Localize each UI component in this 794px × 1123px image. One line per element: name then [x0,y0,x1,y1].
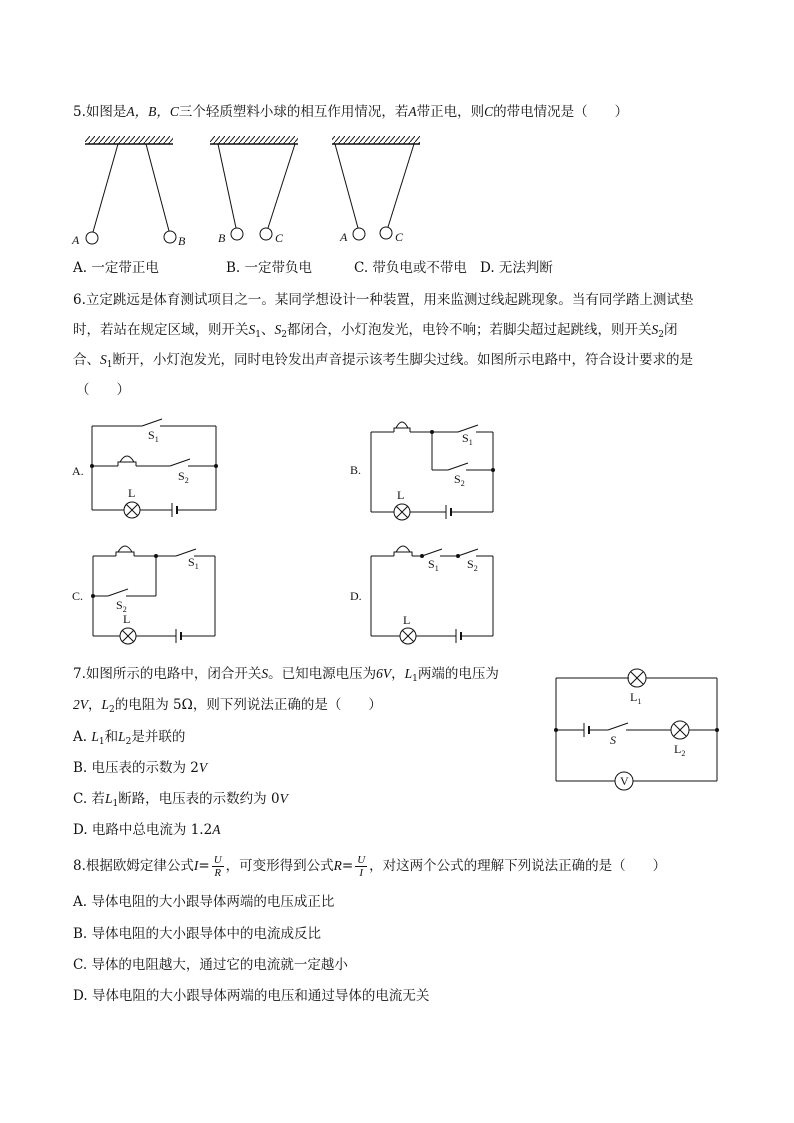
circuit-option-c[interactable] [72,540,232,650]
circuit-option-d[interactable] [350,538,510,650]
q5-ball-a: A [408,104,417,119]
q7-option-c[interactable] [73,789,288,809]
pendulum-group-1 [71,136,186,248]
q5-ball-c: C [484,104,494,119]
lamp-l1: L [91,729,99,744]
fraction-u-over-i [355,854,367,879]
option-label: A. [72,464,84,478]
q5-figure-pendulums [60,130,440,255]
q6-text: 闭 [663,322,678,338]
q7-text: 的电阻为 5Ω，则下列说法正确的是（ ） [114,697,382,713]
q5-ball-names: A，B，C [126,104,179,119]
switch-s1: S [100,352,107,367]
label-c: C [275,231,284,245]
q6-stem-line4: （ ） [76,382,130,398]
symbol-i: I [193,858,199,873]
q5-option-d[interactable]: D. 无法判断 [480,260,553,276]
q8-option-c[interactable]: C. 导体的电阻越大，通过它的电流就一定越小 [73,957,348,973]
sub-2: 2 [281,330,287,340]
q8-text: 8.根据欧姆定律公式 [73,858,194,874]
q7-text: 和 [104,729,119,745]
label-l2: $L_2$ [674,742,686,758]
source-voltage: 6V [376,666,392,681]
label-s1: $S_1$ [428,557,439,573]
unit-v: V [198,760,208,775]
equals: = [198,858,210,874]
label-s1: $S_1$ [188,555,199,571]
sub-1: 1 [412,674,418,684]
q7-stem-line1 [73,664,499,684]
q7-text: 两端的电压为 [417,666,499,682]
l1-voltage: 2V [73,697,88,712]
pendulum-group-2 [210,136,298,245]
switch-s: S [261,666,269,681]
denominator: R [214,867,222,879]
q5-option-c[interactable]: C. 带负电或不带电 [354,260,467,276]
label-s2: $S_2$ [467,557,478,573]
q7-option-b[interactable] [73,758,207,778]
q7-text: ， [391,666,405,682]
q6-text: 时，若站在规定区域，则开关 [73,322,249,338]
q5-stem-part: 带正电，则 [416,104,485,120]
q6-stem-line1: 6.立定跳远是体育测试项目之一。某同学想设计一种装置，用来监测过线起跳现象。当有同学踏上测试垫 [73,292,694,308]
numerator: U [213,854,222,866]
label-b: B [218,231,226,245]
q7-text: 7.如图所示的电路中，闭合开关 [73,666,262,682]
unit-a: A [212,822,221,837]
sub-2: 2 [109,705,115,715]
denominator: I [359,867,364,879]
label-a: A [340,230,348,244]
q8-option-b[interactable]: B. 导体电阻的大小跟导体中的电流成反比 [73,926,322,942]
q7-circuit-figure [548,665,728,797]
q5-stem [73,102,628,122]
label-b: B [178,234,186,248]
symbol-r: R [333,858,342,873]
label-s2: $S_2$ [178,469,189,485]
q8-text: ，可变形得到公式 [225,858,334,874]
q7-option-d[interactable] [73,820,220,840]
label-l: L [403,613,411,627]
q8-stem [73,853,666,879]
q7-text: 。已知电源电压为 [268,666,377,682]
lamp-l1: L [404,666,413,681]
q5-option-b[interactable]: B. 一定带负电 [226,260,313,276]
q5-stem-part: 三个轻质塑料小球的相互作用情况，若 [178,104,409,120]
switch-s1: S [248,322,256,337]
option-label: B. [350,463,362,477]
q6-text: 都闭合，小灯泡发光，电铃不响；若脚尖超过起跳线，则开关 [286,322,652,338]
q7-text: C. 若 [73,791,105,807]
label-l1: $L_1$ [630,690,642,706]
circuit-option-b[interactable] [350,412,510,527]
q7-option-a[interactable] [73,727,185,747]
label-l: L [123,612,131,626]
sub-1: 1 [106,360,113,370]
lamp-l2: L [118,729,126,744]
switch-s2: S [274,322,282,337]
separator: 、 [260,322,275,338]
q5-option-a[interactable]: A. 一定带正电 [73,260,159,276]
option-label: D. [350,589,362,603]
q7-text: 断路，电压表的示数约为 0 [118,791,280,807]
switch-s2: S [651,322,659,337]
label-s1: $S_1$ [148,428,159,444]
sub-1: 1 [112,799,119,809]
option-label: C. [72,589,84,603]
label-s2: $S_2$ [454,472,465,488]
q6-text: 断开，小灯泡发光，同时电铃发出声音提示该考生脚尖过线。如图所示电路中，符合设计要求的是 [112,352,693,368]
q8-option-a[interactable]: A. 导体电阻的大小跟导体两端的电压成正比 [73,894,335,910]
label-s2: $S_2$ [116,598,127,614]
sub-1: 1 [98,737,105,747]
unit-v: V [279,791,288,806]
voltmeter-label: V [620,774,629,788]
q7-text: D. 电路中总电流为 1.2 [73,822,213,838]
label-a: A [72,233,80,247]
label-c: C [395,230,404,244]
sub-1: 1 [255,330,261,340]
fraction-u-over-r [212,854,224,879]
sub-2: 2 [125,737,132,747]
lamp-l2: L [101,697,110,712]
q7-text: B. 电压表的示数为 2 [73,760,199,776]
label-l: L [128,486,136,500]
numerator: U [357,854,366,866]
pendulum-group-3 [332,136,420,244]
equals: = [341,858,354,874]
q6-text: 合、 [73,352,100,368]
q7-stem-line2 [73,695,382,715]
q5-stem-part: 5.如图是 [73,104,127,120]
q8-text: ，对这两个公式的理解下列说法正确的是（ ） [369,858,667,874]
q6-stem-line3 [73,350,693,370]
lamp-l1: L [104,791,113,806]
label-l: L [397,488,405,502]
q5-stem-part: 的带电情况是（ ） [493,104,629,120]
label-s: S [610,733,616,747]
q7-text: A. [73,729,92,745]
q6-stem-line2 [73,320,677,340]
q8-option-d[interactable]: D. 导体电阻的大小跟导体两端的电压和通过导体的电流无关 [73,988,430,1004]
q7-text: ， [88,697,102,713]
sub-2: 2 [658,330,664,340]
label-s1: $S_1$ [462,431,473,447]
circuit-option-a[interactable] [72,418,232,528]
q7-text: 是并联的 [131,729,186,745]
